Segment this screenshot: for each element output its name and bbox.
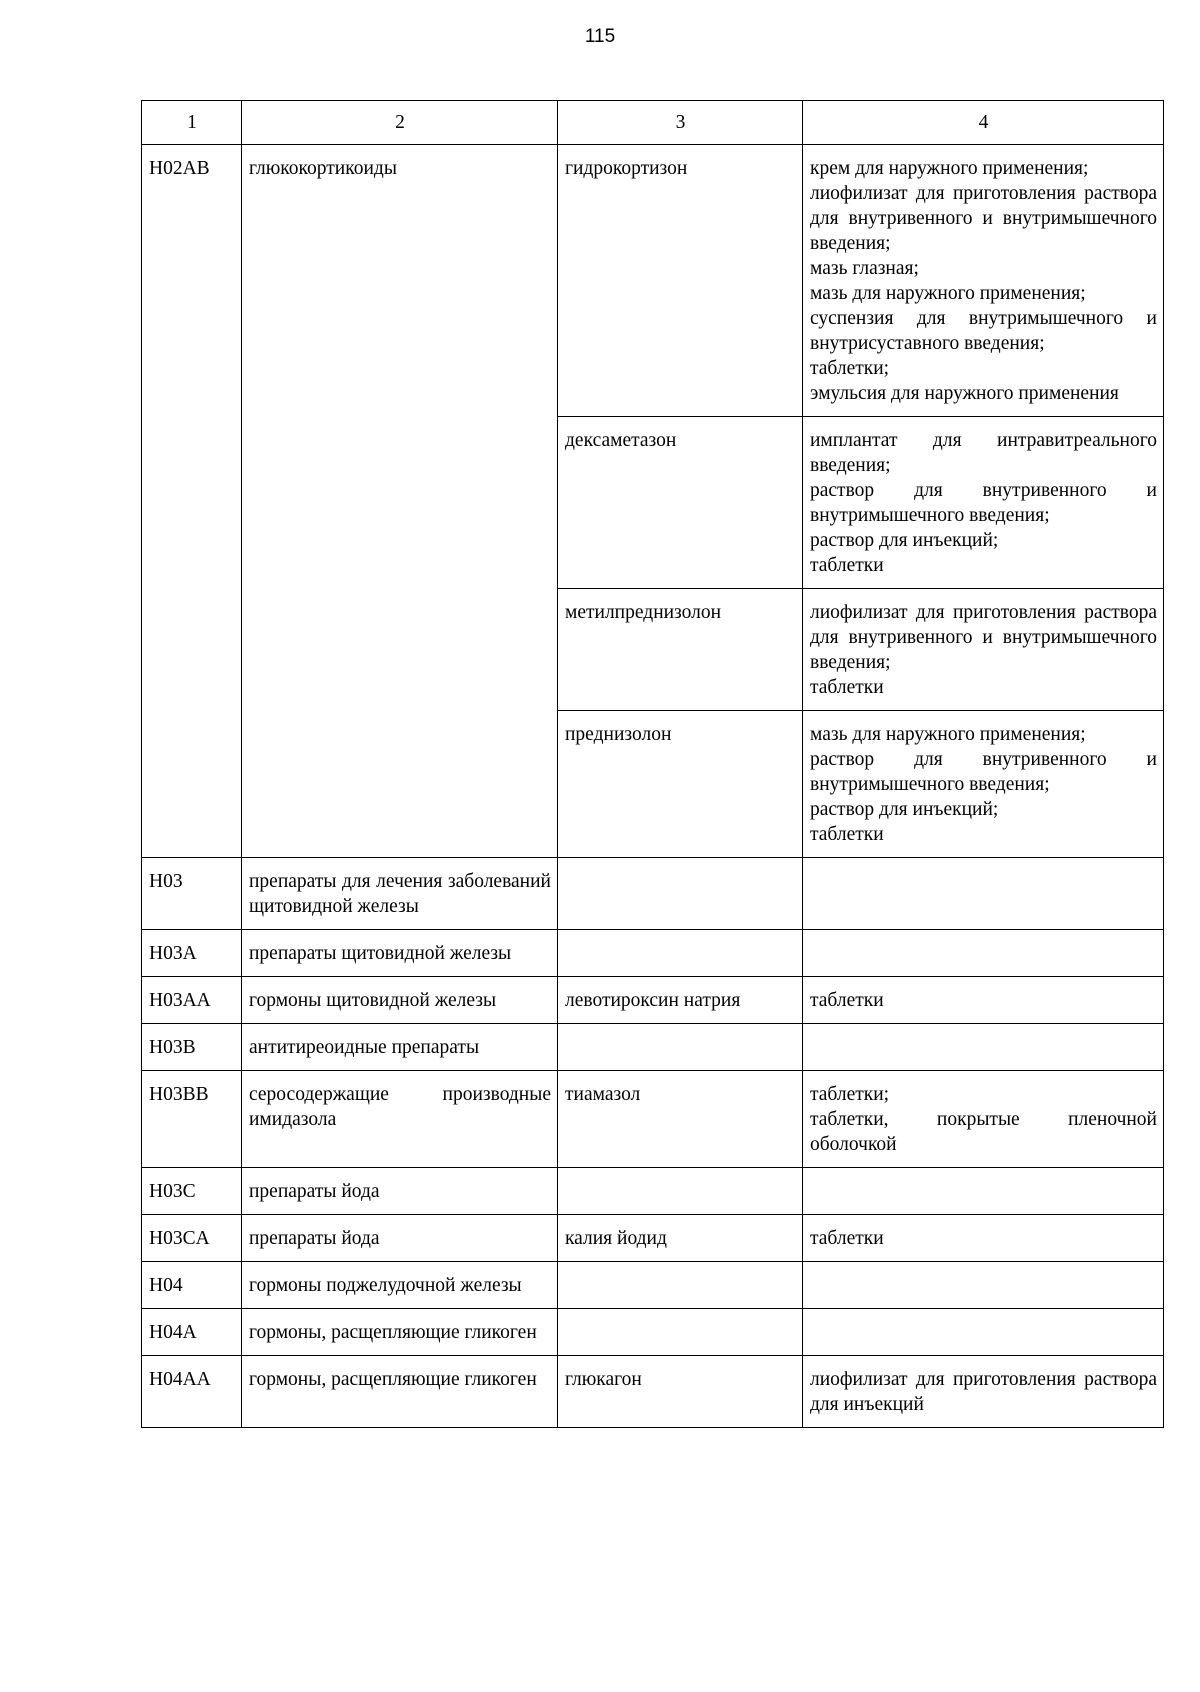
dosage-form: суспензия для внутримышечного и внутрисуставного введения; bbox=[810, 308, 1157, 354]
drug-name bbox=[558, 1262, 803, 1309]
drug-name: гидрокортизон bbox=[558, 145, 803, 417]
dosage-form: мазь глазная; bbox=[810, 258, 919, 279]
table-row bbox=[142, 1071, 1164, 1168]
dosage-forms bbox=[803, 1215, 1164, 1262]
dosage-forms bbox=[803, 417, 1164, 589]
atc-code: H03 bbox=[142, 858, 242, 930]
header-col-1: 1 bbox=[142, 101, 242, 145]
header-col-4: 4 bbox=[803, 101, 1164, 145]
drug-name: тиамазол bbox=[558, 1071, 803, 1168]
dosage-form: таблетки, покрытые пленочной оболочкой bbox=[810, 1109, 1157, 1155]
header-row bbox=[142, 101, 1164, 145]
dosage-form: эмульсия для наружного применения bbox=[810, 383, 1119, 404]
table-row bbox=[142, 1215, 1164, 1262]
dosage-form: раствор для инъекций; bbox=[810, 799, 999, 820]
atc-code: H04AA bbox=[142, 1356, 242, 1428]
drug-name: глюкагон bbox=[558, 1356, 803, 1428]
table-row bbox=[142, 1309, 1164, 1356]
dosage-form: мазь для наружного применения; bbox=[810, 724, 1086, 745]
table-row bbox=[142, 858, 1164, 930]
atc-code: H03A bbox=[142, 930, 242, 977]
dosage-forms bbox=[803, 858, 1164, 930]
dosage-form: таблетки; bbox=[810, 1084, 890, 1105]
header-col-3: 3 bbox=[558, 101, 803, 145]
dosage-forms bbox=[803, 711, 1164, 858]
dosage-forms bbox=[803, 145, 1164, 417]
drug-name: дексаметазон bbox=[558, 417, 803, 589]
dosage-forms bbox=[803, 1071, 1164, 1168]
group-name: серосодержащие производные имидазола bbox=[242, 1071, 558, 1168]
group-name: препараты йода bbox=[242, 1215, 558, 1262]
group-name: гормоны щитовидной железы bbox=[242, 977, 558, 1024]
table-row bbox=[142, 1262, 1164, 1309]
drug-name: калия йодид bbox=[558, 1215, 803, 1262]
atc-code: H03CA bbox=[142, 1215, 242, 1262]
group-name: гормоны, расщепляющие гликоген bbox=[242, 1309, 558, 1356]
dosage-form: таблетки bbox=[810, 677, 884, 698]
dosage-forms bbox=[803, 1024, 1164, 1071]
dosage-form: таблетки; bbox=[810, 358, 890, 379]
drug-name: преднизолон bbox=[558, 711, 803, 858]
dosage-form: мазь для наружного применения; bbox=[810, 283, 1086, 304]
table-row bbox=[142, 1356, 1164, 1428]
dosage-form: таблетки bbox=[810, 990, 884, 1011]
dosage-form: лиофилизат для приготовления раствора для внутривенного и внутримышечного введения; bbox=[810, 183, 1157, 254]
dosage-forms bbox=[803, 1309, 1164, 1356]
dosage-form: раствор для внутривенного и внутримышечного введения; bbox=[810, 749, 1157, 795]
drug-name: метилпреднизолон bbox=[558, 589, 803, 711]
dosage-form: таблетки bbox=[810, 824, 884, 845]
dosage-forms bbox=[803, 589, 1164, 711]
dosage-form: раствор для инъекций; bbox=[810, 530, 999, 551]
group-name: антитиреоидные препараты bbox=[242, 1024, 558, 1071]
drug-name bbox=[558, 1168, 803, 1215]
drug-name bbox=[558, 858, 803, 930]
group-name: препараты щитовидной железы bbox=[242, 930, 558, 977]
dosage-form: таблетки bbox=[810, 1228, 884, 1249]
atc-code: H04 bbox=[142, 1262, 242, 1309]
dosage-forms bbox=[803, 1356, 1164, 1428]
table-row bbox=[142, 145, 1164, 417]
header-col-2: 2 bbox=[242, 101, 558, 145]
page-number: 115 bbox=[584, 26, 616, 47]
atc-code: H02AB bbox=[142, 145, 242, 858]
dosage-form: таблетки bbox=[810, 555, 884, 576]
group-name: глюкокортикоиды bbox=[242, 145, 558, 858]
dosage-form: имплантат для интравитреального введения; bbox=[810, 430, 1157, 476]
table-row bbox=[142, 1168, 1164, 1215]
dosage-forms bbox=[803, 1262, 1164, 1309]
group-name: гормоны поджелудочной железы bbox=[242, 1262, 558, 1309]
dosage-forms bbox=[803, 1168, 1164, 1215]
table-row bbox=[142, 930, 1164, 977]
drug-name bbox=[558, 1024, 803, 1071]
medication-table bbox=[141, 100, 1164, 1428]
atc-code: H04A bbox=[142, 1309, 242, 1356]
group-name: препараты йода bbox=[242, 1168, 558, 1215]
table-row bbox=[142, 977, 1164, 1024]
dosage-form: лиофилизат для приготовления раствора для инъекций bbox=[810, 1369, 1157, 1415]
dosage-forms bbox=[803, 930, 1164, 977]
group-name: гормоны, расщепляющие гликоген bbox=[242, 1356, 558, 1428]
drug-name: левотироксин натрия bbox=[558, 977, 803, 1024]
dosage-forms bbox=[803, 977, 1164, 1024]
atc-code: H03C bbox=[142, 1168, 242, 1215]
atc-code: H03BB bbox=[142, 1071, 242, 1168]
dosage-form: лиофилизат для приготовления раствора для внутривенного и внутримышечного введения; bbox=[810, 602, 1157, 673]
drug-name bbox=[558, 930, 803, 977]
dosage-form: раствор для внутривенного и внутримышечного введения; bbox=[810, 480, 1157, 526]
atc-code: H03AA bbox=[142, 977, 242, 1024]
dosage-form: крем для наружного применения; bbox=[810, 158, 1089, 179]
group-name: препараты для лечения заболеваний щитовидной железы bbox=[242, 858, 558, 930]
drug-name bbox=[558, 1309, 803, 1356]
atc-code: H03B bbox=[142, 1024, 242, 1071]
table-row bbox=[142, 1024, 1164, 1071]
